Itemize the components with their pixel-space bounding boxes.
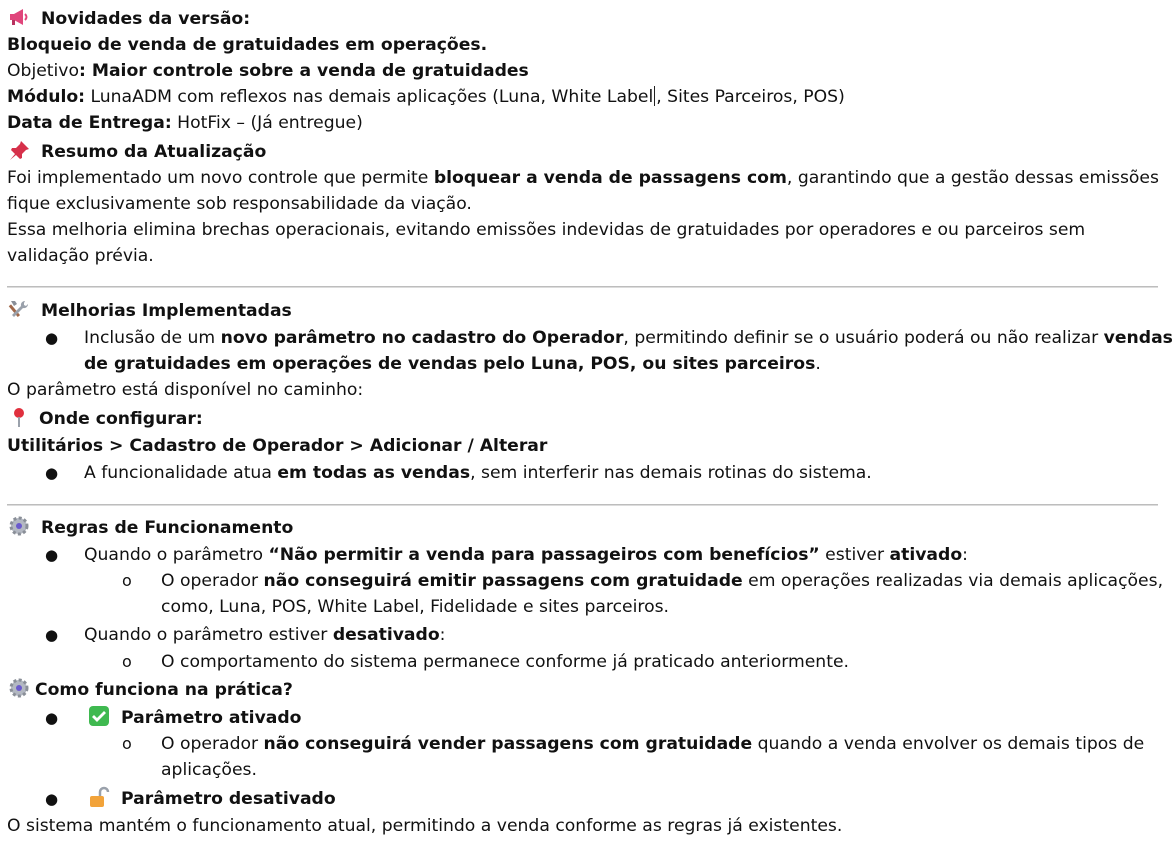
path-intro: O parâmetro está disponível no caminho: bbox=[7, 380, 364, 400]
practice-title: Como funciona na prática? bbox=[35, 680, 293, 700]
summary-title: Resumo da Atualização bbox=[41, 142, 267, 162]
rule-text: estiver bbox=[819, 545, 890, 565]
summary-text: Foi implementado um novo controle que permite bbox=[7, 168, 434, 188]
rule-item-2-sub: O comportamento do sistema permanece conforme já praticado anteriormente. bbox=[161, 652, 849, 672]
improvements-heading bbox=[7, 299, 292, 323]
bullet: ● bbox=[45, 626, 59, 644]
module-line bbox=[7, 85, 845, 109]
rule-item-2 bbox=[84, 623, 445, 647]
improvement-bold-text: de gratuidades em operações de vendas pelo Luna, POS, ou sites parceiros bbox=[84, 354, 816, 374]
improvement-text: A funcionalidade atua bbox=[84, 463, 278, 483]
news-heading bbox=[7, 7, 250, 31]
rules-heading bbox=[7, 516, 293, 540]
sub-bullet: o bbox=[122, 734, 132, 753]
practice-heading bbox=[7, 678, 293, 702]
sub-bullet: o bbox=[122, 571, 132, 590]
improvement-text: Inclusão de um bbox=[84, 328, 221, 348]
improvement-bold-text: vendas bbox=[1103, 328, 1173, 348]
delivery-line bbox=[7, 111, 363, 135]
practice-bold-text: não conseguirá vender passagens com gratuidade bbox=[263, 734, 753, 754]
pushpin-icon bbox=[7, 140, 31, 160]
rule-text: : bbox=[962, 545, 968, 565]
rules-title: Regras de Funcionamento bbox=[41, 518, 294, 538]
where-heading bbox=[7, 407, 203, 431]
bullet: ● bbox=[45, 464, 59, 482]
gear-icon bbox=[7, 678, 31, 698]
improvement-item-2 bbox=[84, 461, 872, 485]
where-title: Onde configurar: bbox=[39, 409, 203, 429]
improvement-bold-text: em todas as vendas bbox=[277, 463, 471, 483]
rule-text: O operador bbox=[161, 571, 264, 591]
summary-p2-line1: Essa melhoria elimina brechas operacionais, evitando emissões indevidas de gratuidades por operadores e ou parceiros sem bbox=[7, 220, 1086, 240]
improvement-item-1-line2 bbox=[84, 352, 821, 376]
gear-icon bbox=[7, 516, 31, 536]
rule-item-1-sub-line1 bbox=[161, 569, 1163, 593]
module-value-part1: LunaADM com reflexos nas demais aplicações (Luna, White Label bbox=[85, 87, 654, 107]
rule-text: Quando o parâmetro estiver bbox=[84, 625, 333, 645]
sub-bullet: o bbox=[122, 652, 132, 671]
module-label: Módulo: bbox=[7, 87, 86, 107]
config-path: Utilitários > Cadastro de Operador > Adicionar / Alterar bbox=[7, 436, 548, 456]
practice-text: quando a venda envolver os demais tipos de bbox=[752, 734, 1145, 754]
summary-bold-text: bloquear a venda de passagens com bbox=[433, 168, 787, 188]
improvement-text: , sem interferir nas demais rotinas do sistema. bbox=[470, 463, 872, 483]
summary-p1-line2: fique exclusivamente sob responsabilidade da viação. bbox=[7, 194, 472, 214]
unlocked-padlock-icon bbox=[87, 787, 111, 807]
param-on-heading bbox=[87, 706, 301, 730]
rule-bold-text: ativado bbox=[889, 545, 963, 565]
practice-text: O operador bbox=[161, 734, 264, 754]
rule-bold-text: não conseguirá emitir passagens com gratuidade bbox=[263, 571, 743, 591]
param-on-detail-line1 bbox=[161, 732, 1144, 756]
divider bbox=[7, 504, 1158, 506]
bullet: ● bbox=[45, 709, 59, 727]
rule-text: em operações realizadas via demais aplicações, bbox=[742, 571, 1164, 591]
delivery-label: Data de Entrega: bbox=[7, 113, 172, 133]
improvements-title: Melhorias Implementadas bbox=[41, 301, 292, 321]
objective-value: : Maior controle sobre a venda de gratuidades bbox=[79, 61, 529, 81]
param-on-label: Parâmetro ativado bbox=[121, 708, 302, 728]
param-on-detail-line2: aplicações. bbox=[161, 760, 257, 780]
rule-bold-text: “Não permitir a venda para passageiros com benefícios” bbox=[268, 545, 820, 565]
divider bbox=[7, 286, 1158, 288]
rule-item-1-sub-line2: como, Luna, POS, White Label, Fidelidade e sites parceiros. bbox=[161, 597, 670, 617]
summary-text: , garantindo que a gestão dessas emissões bbox=[786, 168, 1159, 188]
summary-p1-line1 bbox=[7, 166, 1159, 190]
module-value-part2: , Sites Parceiros, POS) bbox=[656, 87, 845, 107]
news-title: Novidades da versão: bbox=[41, 9, 251, 29]
improvement-text: . bbox=[815, 354, 821, 374]
rule-item-1 bbox=[84, 543, 968, 567]
bullet: ● bbox=[45, 329, 59, 347]
objective-label: Objetivo bbox=[7, 61, 79, 81]
check-mark-icon bbox=[87, 706, 111, 726]
objective-line bbox=[7, 59, 529, 83]
summary-p2-line2: validação prévia. bbox=[7, 246, 154, 266]
round-pushpin-icon bbox=[7, 407, 29, 427]
param-off-heading bbox=[87, 787, 336, 811]
bullet: ● bbox=[45, 790, 59, 808]
rule-bold-text: desativado bbox=[332, 625, 440, 645]
improvement-text: , permitindo definir se o usuário poderá ou não realizar bbox=[623, 328, 1104, 348]
improvement-bold-text: novo parâmetro no cadastro do Operador bbox=[220, 328, 624, 348]
summary-heading bbox=[7, 140, 266, 164]
rule-text: : bbox=[439, 625, 446, 645]
megaphone-icon bbox=[7, 7, 31, 27]
closing-text: O sistema mantém o funcionamento atual, permitindo a venda conforme as regras já existentes. bbox=[7, 816, 843, 836]
param-off-label: Parâmetro desativado bbox=[121, 789, 336, 809]
delivery-value: HotFix – (Já entregue) bbox=[171, 113, 363, 133]
hammer-wrench-icon bbox=[7, 299, 31, 319]
improvement-item-1-line1 bbox=[84, 326, 1173, 350]
headline: Bloqueio de venda de gratuidades em operações. bbox=[7, 35, 488, 55]
bullet: ● bbox=[45, 546, 59, 564]
rule-text: Quando o parâmetro bbox=[84, 545, 269, 565]
